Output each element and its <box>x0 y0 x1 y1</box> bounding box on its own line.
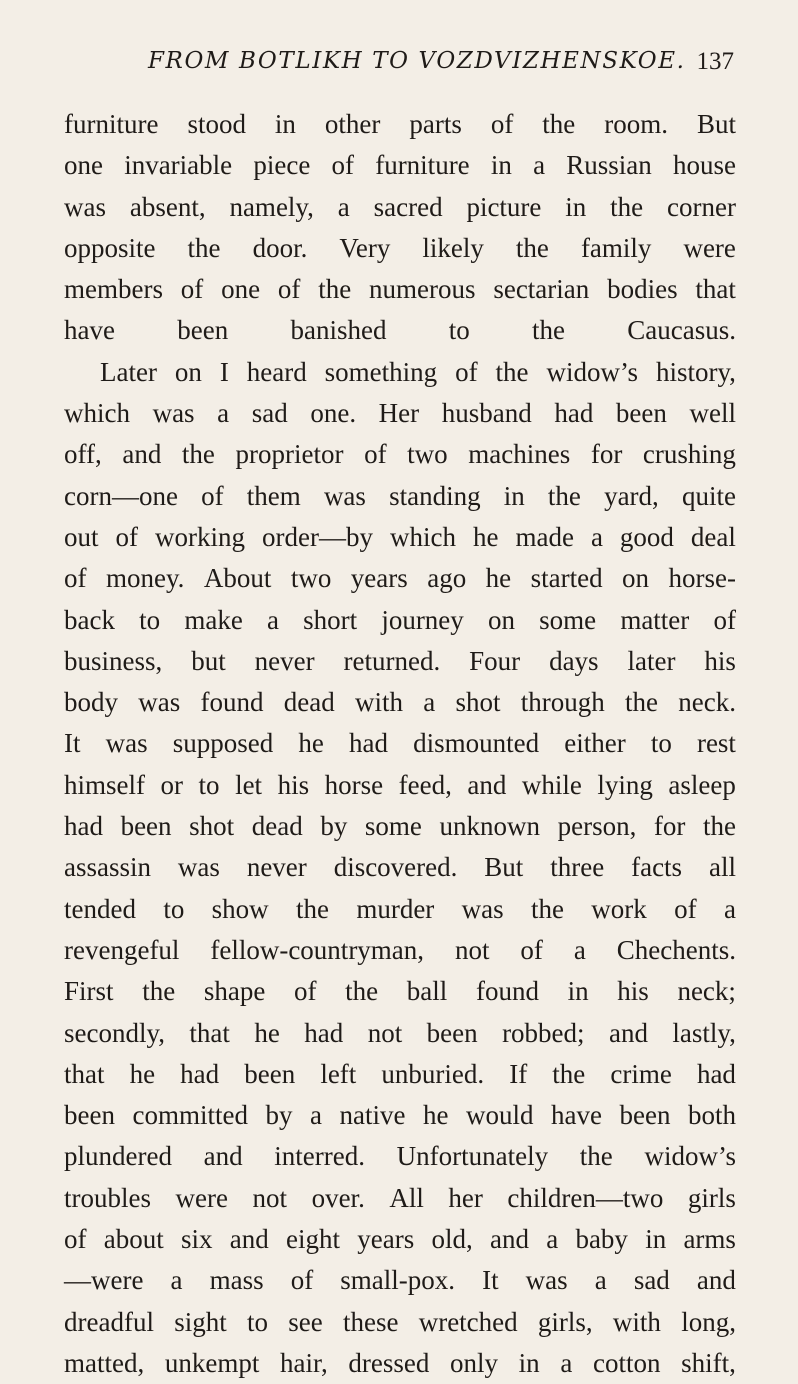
text-line: back to make a short journey on some matter of <box>64 604 736 635</box>
text-line: matted, unkempt hair, dressed only in a cotton shift, <box>64 1347 736 1378</box>
text-line: of about six and eight years old, and a baby in arms <box>64 1224 736 1255</box>
text-line: furniture stood in other parts of the room. But <box>64 109 736 139</box>
text-line: been committed by a native he would have been both <box>64 1100 736 1131</box>
text-line: opposite the door. Very likely the family were <box>64 232 736 263</box>
text-line: business, but never returned. Four days later his <box>64 645 736 676</box>
text-line: which was a sad one. Her husband had been well <box>64 398 736 429</box>
text-line: troubles were not over. All her children—two girls <box>64 1182 736 1213</box>
text-line: Later on I heard something of the widow’s history, <box>100 356 736 387</box>
text-line: out of working order—by which he made a good deal <box>64 521 736 552</box>
paragraph <box>64 352 736 1384</box>
text-line: First the shape of the ball found in his neck; <box>64 976 736 1007</box>
text-line: secondly, that he had not been robbed; and lastly, <box>64 1017 736 1048</box>
text-line: revengeful fellow-countryman, not of a Chechents. <box>64 934 736 965</box>
text-line: —were a mass of small-pox. It was a sad and <box>64 1265 736 1296</box>
text-line: have been banished to the Caucasus. <box>64 315 736 346</box>
running-head: FROM BOTLIKH TO VOZDVIZHENSKOE. <box>148 48 686 74</box>
page-header <box>0 48 798 88</box>
text-line: body was found dead with a shot through the neck. <box>64 687 736 718</box>
text-line: dreadful sight to see these wretched girls, with long, <box>64 1306 736 1337</box>
text-line: one invariable piece of furniture in a Russian house <box>64 150 736 181</box>
text-line: off, and the proprietor of two machines for crushing <box>64 439 736 470</box>
text-line: It was supposed he had dismounted either to rest <box>64 728 736 759</box>
body-text <box>64 104 736 1384</box>
text-line: members of one of the numerous sectarian bodies that <box>64 274 736 305</box>
page-number: 137 <box>696 48 734 75</box>
text-line: had been shot dead by some unknown person, for the <box>64 811 736 842</box>
text-line: assassin was never discovered. But three facts all <box>64 852 736 883</box>
text-line: that he had been left unburied. If the crime had <box>64 1058 736 1089</box>
paragraph <box>64 104 736 352</box>
text-line: corn—one of them was standing in the yard, quite <box>64 480 736 511</box>
text-line: tended to show the murder was the work of a <box>64 893 736 924</box>
text-line: of money. About two years ago he started on horse- <box>64 563 736 594</box>
text-line: plundered and interred. Unfortunately the widow’s <box>64 1141 736 1172</box>
text-line: himself or to let his horse feed, and while lying asleep <box>64 769 736 800</box>
text-line: was absent, namely, a sacred picture in the corner <box>64 191 736 222</box>
